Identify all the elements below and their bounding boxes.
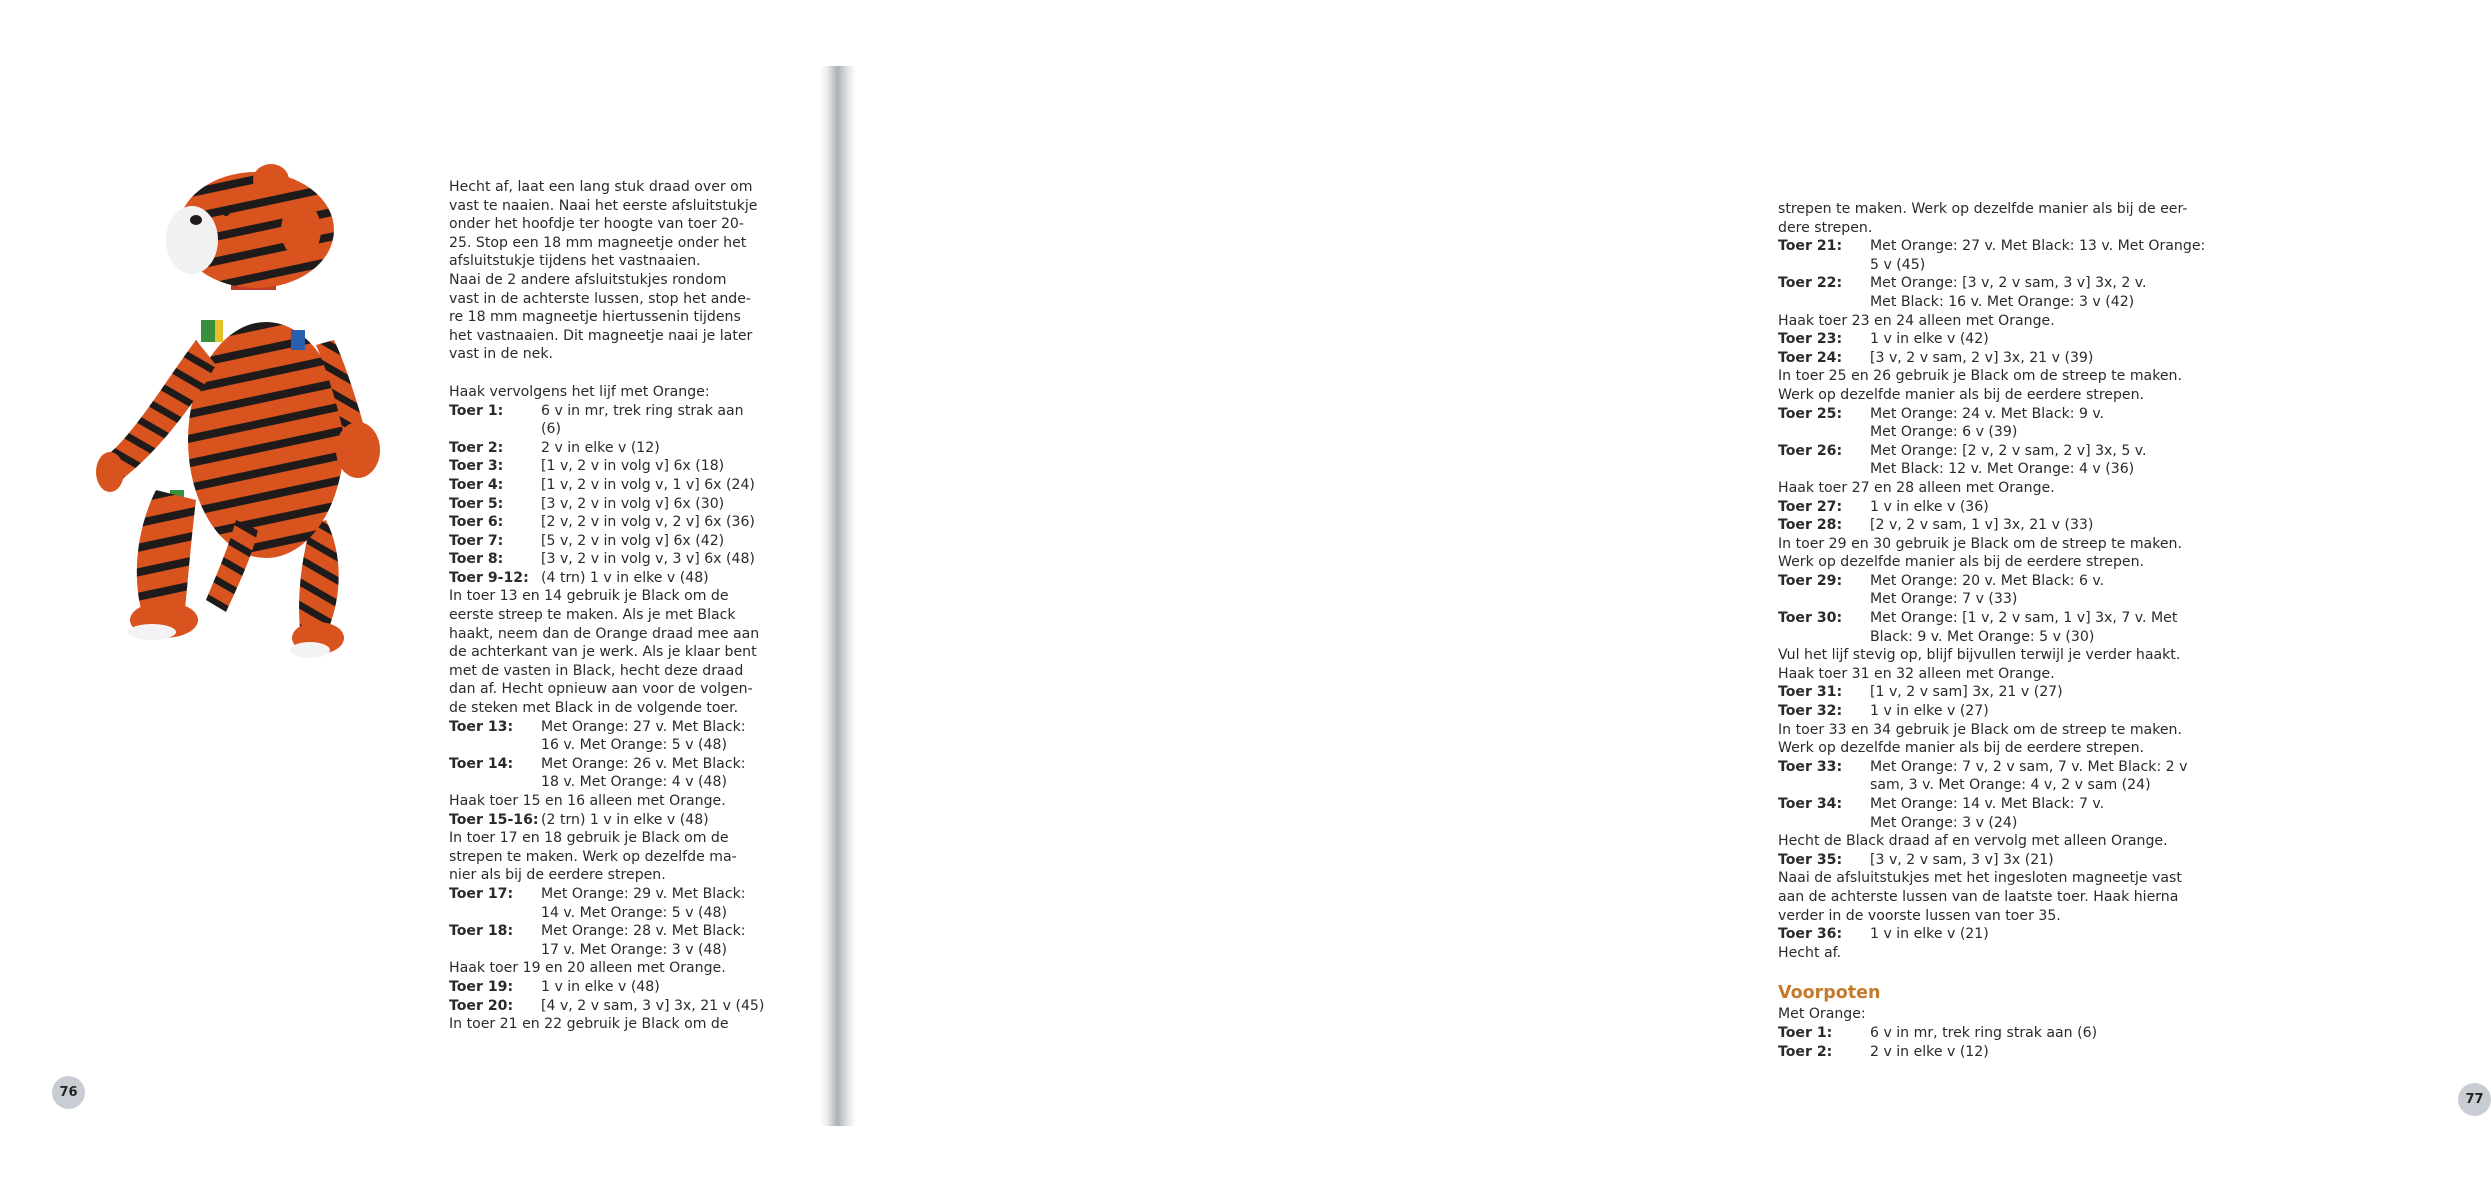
round-instruction: 6 v in mr, trek ring strak aan (6) [1870, 1024, 2098, 1041]
instruction-paragraph: Hecht af. [1778, 944, 1842, 961]
instruction-paragraph: Vul het lijf stevig op, blijf bijvullen terwijl je verder haakt. Haak toer 31 en 32 alleen met Orange. [1778, 647, 2181, 682]
round-label: Toer 20: [449, 997, 514, 1014]
pattern-round [1778, 572, 2218, 609]
round-label: Toer 5: [449, 495, 504, 512]
pattern-round [449, 755, 789, 792]
pattern-round [1778, 925, 2218, 944]
pattern-round [449, 550, 789, 569]
pattern-round [449, 532, 789, 551]
instruction-paragraph: Haak toer 23 en 24 alleen met Orange. [1778, 312, 2055, 329]
pattern-round [1778, 702, 2218, 721]
round-label: Toer 2: [449, 439, 504, 456]
round-instruction: 1 v in elke v (48) [541, 978, 660, 995]
instruction-paragraph: In toer 25 en 26 gebruik je Black om de streep te maken. Werk op dezelfde manier als bij de eerdere strepen. [1778, 368, 2182, 403]
round-instruction: Met Orange: 27 v. Met Black: 16 v. Met Orange: 5 v (48) [541, 718, 746, 754]
pattern-round [1778, 516, 2218, 535]
round-label: Toer 1: [1778, 1024, 1833, 1041]
instruction-paragraph: In toer 29 en 30 gebruik je Black om de streep te maken. Werk op dezelfde manier als bij de eerdere strepen. [1778, 535, 2182, 571]
instruction-paragraph: In toer 17 en 18 gebruik je Black om de strepen te maken. Werk op dezelfde ma- nier als bij de eerdere strepen. [449, 830, 737, 884]
pattern-round [449, 978, 789, 997]
round-label: Toer 2: [1778, 1043, 1833, 1060]
round-instruction: Met Orange: [3 v, 2 v sam, 3 v] 3x, 2 v. Met Black: 16 v. Met Orange: 3 v (42) [1870, 275, 2147, 310]
round-instruction: [1 v, 2 v in volg v, 1 v] 6x (24) [541, 476, 755, 493]
pattern-round [449, 439, 789, 458]
pattern-round [1778, 237, 2218, 274]
round-instruction: [1 v, 2 v in volg v] 6x (18) [541, 458, 725, 475]
pattern-round [1778, 498, 2218, 517]
round-instruction: [2 v, 2 v sam, 1 v] 3x, 21 v (33) [1870, 517, 2094, 534]
pattern-round [1778, 609, 2218, 646]
round-label: Toer 3: [449, 458, 504, 475]
round-label: Toer 34: [1778, 796, 1843, 812]
book-spine [820, 66, 856, 1126]
left-text-column [449, 178, 789, 1034]
round-label: Toer 36: [1778, 926, 1843, 943]
pattern-round [1778, 405, 2218, 442]
round-instruction: [4 v, 2 v sam, 3 v] 3x, 21 v (45) [541, 997, 765, 1014]
round-label: Toer 27: [1778, 498, 1843, 515]
round-instruction: Met Orange: 26 v. Met Black: 18 v. Met Orange: 4 v (48) [541, 755, 746, 791]
round-instruction: Met Orange: 27 v. Met Black: 13 v. Met Orange: 5 v (45) [1870, 238, 2206, 273]
pattern-round [449, 495, 789, 514]
round-label: Toer 8: [449, 551, 504, 568]
pattern-round [449, 922, 789, 959]
pattern-round [1778, 795, 2218, 832]
pattern-round [449, 402, 789, 439]
round-instruction: Met Orange: 14 v. Met Black: 7 v. Met Orange: 3 v (24) [1870, 796, 2105, 831]
round-instruction: [5 v, 2 v in volg v] 6x (42) [541, 532, 725, 549]
round-instruction: Met Orange: 7 v, 2 v sam, 7 v. Met Black: 2 v sam, 3 v. Met Orange: 4 v, 2 v sam (24) [1870, 758, 2188, 794]
instruction-paragraph: strepen te maken. Werk op dezelfde manier als bij de eer- dere strepen. [1778, 201, 2188, 236]
pattern-round [449, 476, 789, 495]
round-label: Toer 18: [449, 923, 514, 940]
round-label: Toer 15-16: [449, 811, 539, 828]
round-instruction: 1 v in elke v (21) [1870, 926, 1989, 943]
round-label: Toer 35: [1778, 851, 1843, 868]
pattern-round [1778, 758, 2218, 795]
round-instruction: Met Orange: 20 v. Met Black: 6 v. Met Orange: 7 v (33) [1870, 572, 2105, 608]
round-label: Toer 24: [1778, 349, 1843, 366]
round-label: Toer 13: [449, 718, 514, 735]
round-label: Toer 25: [1778, 405, 1843, 422]
instruction-paragraph: Met Orange: [1778, 1006, 1866, 1023]
pattern-round [1778, 274, 2218, 311]
instruction-paragraph: Haak toer 19 en 20 alleen met Orange. [449, 960, 726, 977]
round-instruction: 2 v in elke v (12) [1870, 1043, 1989, 1060]
round-label: Toer 22: [1778, 275, 1843, 292]
round-label: Toer 31: [1778, 684, 1843, 701]
pattern-round [1778, 851, 2218, 870]
round-instruction: [1 v, 2 v sam] 3x, 21 v (27) [1870, 684, 2063, 701]
round-instruction: Met Orange: [2 v, 2 v sam, 2 v] 3x, 5 v. Met Black: 12 v. Met Orange: 4 v (36) [1870, 442, 2147, 478]
round-label: Toer 14: [449, 755, 514, 772]
pattern-round [449, 457, 789, 476]
round-label: Toer 6: [449, 514, 504, 531]
round-instruction: (2 trn) 1 v in elke v (48) [541, 811, 709, 828]
round-instruction: (4 trn) 1 v in elke v (48) [541, 569, 709, 586]
round-instruction: [3 v, 2 v in volg v, 3 v] 6x (48) [541, 551, 755, 568]
round-label: Toer 28: [1778, 517, 1843, 534]
left-page [0, 0, 820, 1190]
round-instruction: [2 v, 2 v in volg v, 2 v] 6x (36) [541, 514, 755, 531]
page-number-badge: 77 [2458, 1083, 2491, 1116]
round-instruction: Met Orange: 29 v. Met Black: 14 v. Met Orange: 5 v (48) [541, 885, 746, 921]
pattern-round [449, 885, 789, 922]
instruction-paragraph: In toer 33 en 34 gebruik je Black om de streep te maken. Werk op dezelfde manier als bij de eerdere strepen. [1778, 721, 2182, 757]
pattern-round [449, 718, 789, 755]
round-label: Toer 32: [1778, 703, 1843, 720]
round-instruction: 1 v in elke v (42) [1870, 331, 1989, 348]
instruction-paragraph: Haak toer 27 en 28 alleen met Orange. [1778, 479, 2055, 496]
instruction-paragraph: In toer 21 en 22 gebruik je Black om de [449, 1016, 729, 1033]
round-instruction: Met Orange: 24 v. Met Black: 9 v. Met Orange: 6 v (39) [1870, 405, 2105, 441]
round-label: Toer 21: [1778, 238, 1843, 255]
round-label: Toer 17: [449, 885, 514, 902]
round-label: Toer 4: [449, 476, 504, 493]
round-label: Toer 26: [1778, 442, 1843, 459]
pattern-round [1778, 1043, 2218, 1062]
round-instruction: Met Orange: 28 v. Met Black: 17 v. Met Orange: 3 v (48) [541, 923, 746, 958]
round-instruction: Met Orange: [1 v, 2 v sam, 1 v] 3x, 7 v. Met Black: 9 v. Met Orange: 5 v (30) [1870, 610, 2178, 645]
round-instruction: 2 v in elke v (12) [541, 439, 660, 456]
instruction-paragraph: Naai de afsluitstukjes met het ingesloten magneetje vast aan de achterste lussen van de laatste toer. Haak hierna verder in de voorste lussen van toer 35. [1778, 870, 2182, 924]
pattern-round [1778, 330, 2218, 349]
right-page [855, 0, 2484, 1190]
pattern-round [1778, 442, 2218, 479]
crocheted-tiger-photo [96, 160, 406, 680]
pattern-round [449, 513, 789, 532]
round-instruction: [3 v, 2 v in volg v] 6x (30) [541, 495, 725, 512]
round-label: Toer 1: [449, 402, 504, 419]
pattern-round [1778, 683, 2218, 702]
page-number-badge: 76 [52, 1076, 85, 1109]
round-instruction: 1 v in elke v (27) [1870, 703, 1989, 720]
instruction-paragraph: Hecht af, laat een lang stuk draad over om vast te naaien. Naai het eerste afsluitstukje onder het hoofdje ter hoogte van toer 20- 25. Stop een 18 mm magneetje onder het afsluitstukje tijdens het vastnaaien. Naai de 2 andere afsluitstukjes rondom vast in de achterste lussen, stop het ande- re 18 mm magneetje hiertussenin tijdens het vastnaaien. Dit magneetje naai je later vast in de nek. [449, 179, 758, 363]
round-label: Toer 29: [1778, 572, 1843, 589]
pattern-round [449, 569, 789, 588]
instruction-paragraph: In toer 13 en 14 gebruik je Black om de eerste streep te maken. Als je met Black haakt, neem dan de Orange draad mee aan de achterkant van je werk. Als je klaar bent met de vasten in Black, hecht deze draad dan af. Hecht opnieuw aan voor de volgen- de steken met Black in de volgende toer. [449, 588, 760, 717]
round-instruction: 1 v in elke v (36) [1870, 498, 1989, 515]
section-heading: Voorpoten [1778, 983, 1881, 1004]
instruction-paragraph: Hecht de Black draad af en vervolg met alleen Orange. [1778, 833, 2168, 850]
round-label: Toer 19: [449, 978, 514, 995]
round-label: Toer 9-12: [449, 569, 529, 586]
round-instruction: [3 v, 2 v sam, 3 v] 3x (21) [1870, 851, 2054, 868]
round-instruction: 6 v in mr, trek ring strak aan (6) [541, 402, 744, 438]
round-label: Toer 33: [1778, 758, 1843, 775]
pattern-round [449, 997, 789, 1016]
pattern-round [449, 811, 789, 830]
round-label: Toer 23: [1778, 331, 1843, 348]
round-instruction: [3 v, 2 v sam, 2 v] 3x, 21 v (39) [1870, 349, 2094, 366]
round-label: Toer 30: [1778, 610, 1843, 627]
instruction-paragraph: Haak vervolgens het lijf met Orange: [449, 383, 710, 400]
instruction-paragraph: Haak toer 15 en 16 alleen met Orange. [449, 793, 726, 809]
pattern-round [1778, 349, 2218, 368]
round-label: Toer 7: [449, 532, 504, 549]
right-text-column [1778, 200, 2218, 1061]
pattern-round [1778, 1024, 2218, 1043]
